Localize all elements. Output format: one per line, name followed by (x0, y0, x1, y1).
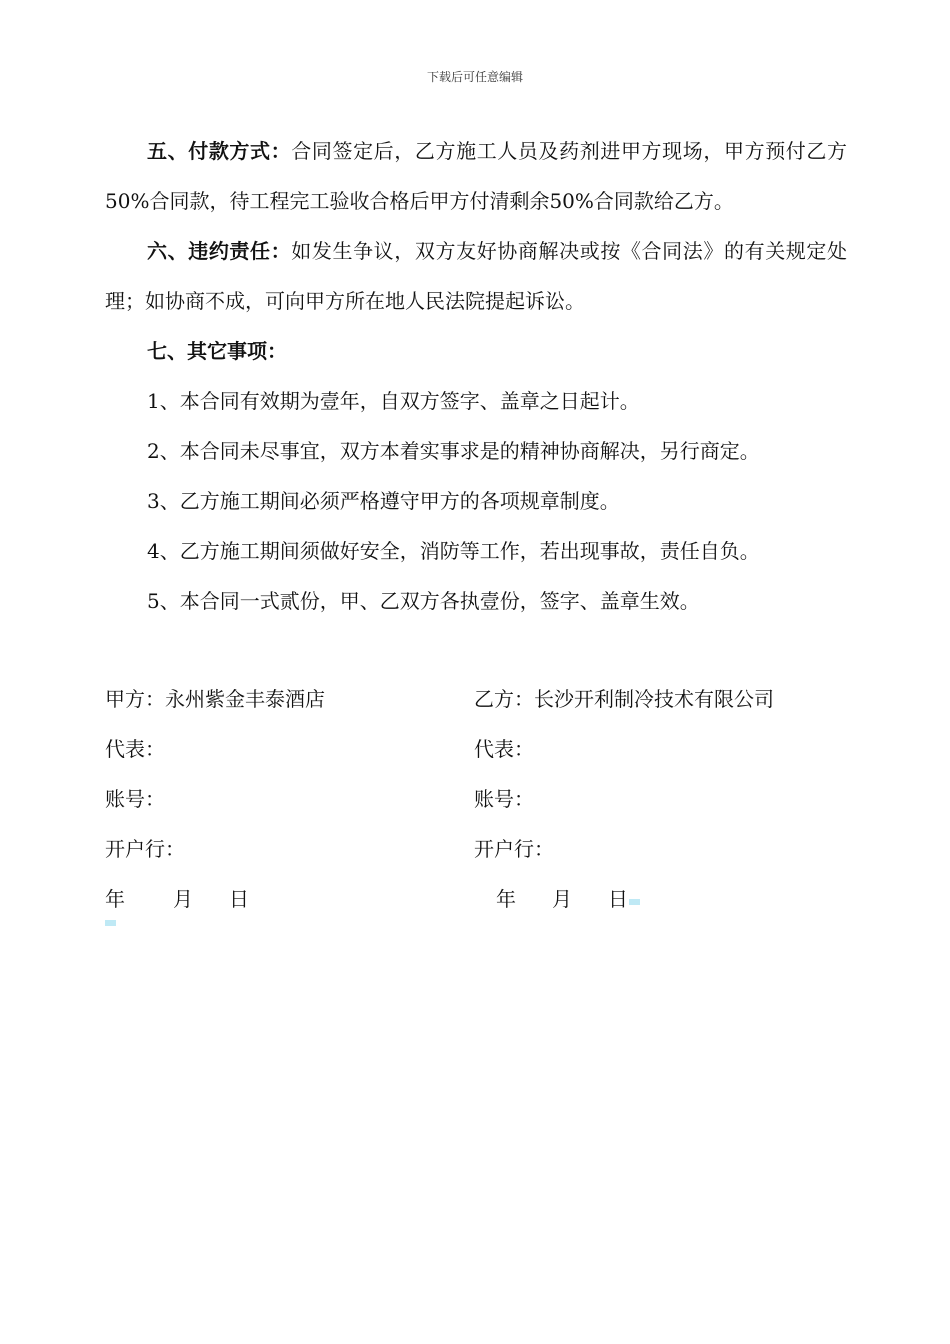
party-a-bank: 开户行： (105, 837, 185, 861)
list-item: 4、乙方施工期间须做好安全，消防等工作，若出现事故，责任自负。 (147, 539, 760, 563)
party-a-date-month: 月 (173, 887, 193, 911)
party-b-account: 账号： (474, 787, 534, 811)
party-a-date-year: 年 (105, 887, 125, 911)
section-payment (105, 126, 847, 226)
list-item: 1、本合同有效期为壹年，自双方签字、盖章之日起计。 (147, 389, 640, 413)
section-liability (105, 226, 847, 326)
party-a-representative: 代表： (105, 737, 165, 761)
party-a-date-day: 日 (229, 887, 249, 911)
section-payment-text: 合同签定后，乙方施工人员及药剂进甲方现场，甲方预付乙方50%合同款，待工程完工验收合格后甲方付清剩余50%合同款给乙方。 (105, 139, 848, 213)
party-b-representative: 代表： (474, 737, 534, 761)
party-b-date (496, 874, 628, 924)
party-b-bank: 开户行： (474, 837, 554, 861)
section-liability-heading: 六、违约责任： (147, 239, 292, 263)
party-b-name: 乙方：长沙开利制冷技术有限公司 (474, 687, 774, 711)
highlight-marker (629, 899, 640, 905)
party-b-date-month: 月 (552, 887, 572, 911)
highlight-marker (105, 920, 116, 926)
section-other (105, 326, 847, 376)
list-item: 5、本合同一式贰份，甲、乙双方各执壹份，签字、盖章生效。 (147, 589, 700, 613)
list-item: 3、乙方施工期间必须严格遵守甲方的各项规章制度。 (147, 489, 620, 513)
section-liability-text: 如发生争议，双方友好协商解决或按《合同法》的有关规定处理；如协商不成，可向甲方所在地人民法院提起诉讼。 (105, 239, 848, 313)
party-a-name: 甲方：永州紫金丰泰酒店 (105, 687, 325, 711)
party-b-date-day: 日 (608, 887, 628, 911)
party-a-account: 账号： (105, 787, 165, 811)
header-note: 下载后可任意编辑 (426, 70, 523, 84)
list-item: 2、本合同未尽事宜，双方本着实事求是的精神协商解决，另行商定。 (147, 439, 760, 463)
party-b-date-year: 年 (496, 887, 516, 911)
party-a-date (105, 874, 249, 924)
section-payment-heading: 五、付款方式： (147, 139, 292, 163)
section-other-heading: 七、其它事项： (147, 339, 287, 363)
